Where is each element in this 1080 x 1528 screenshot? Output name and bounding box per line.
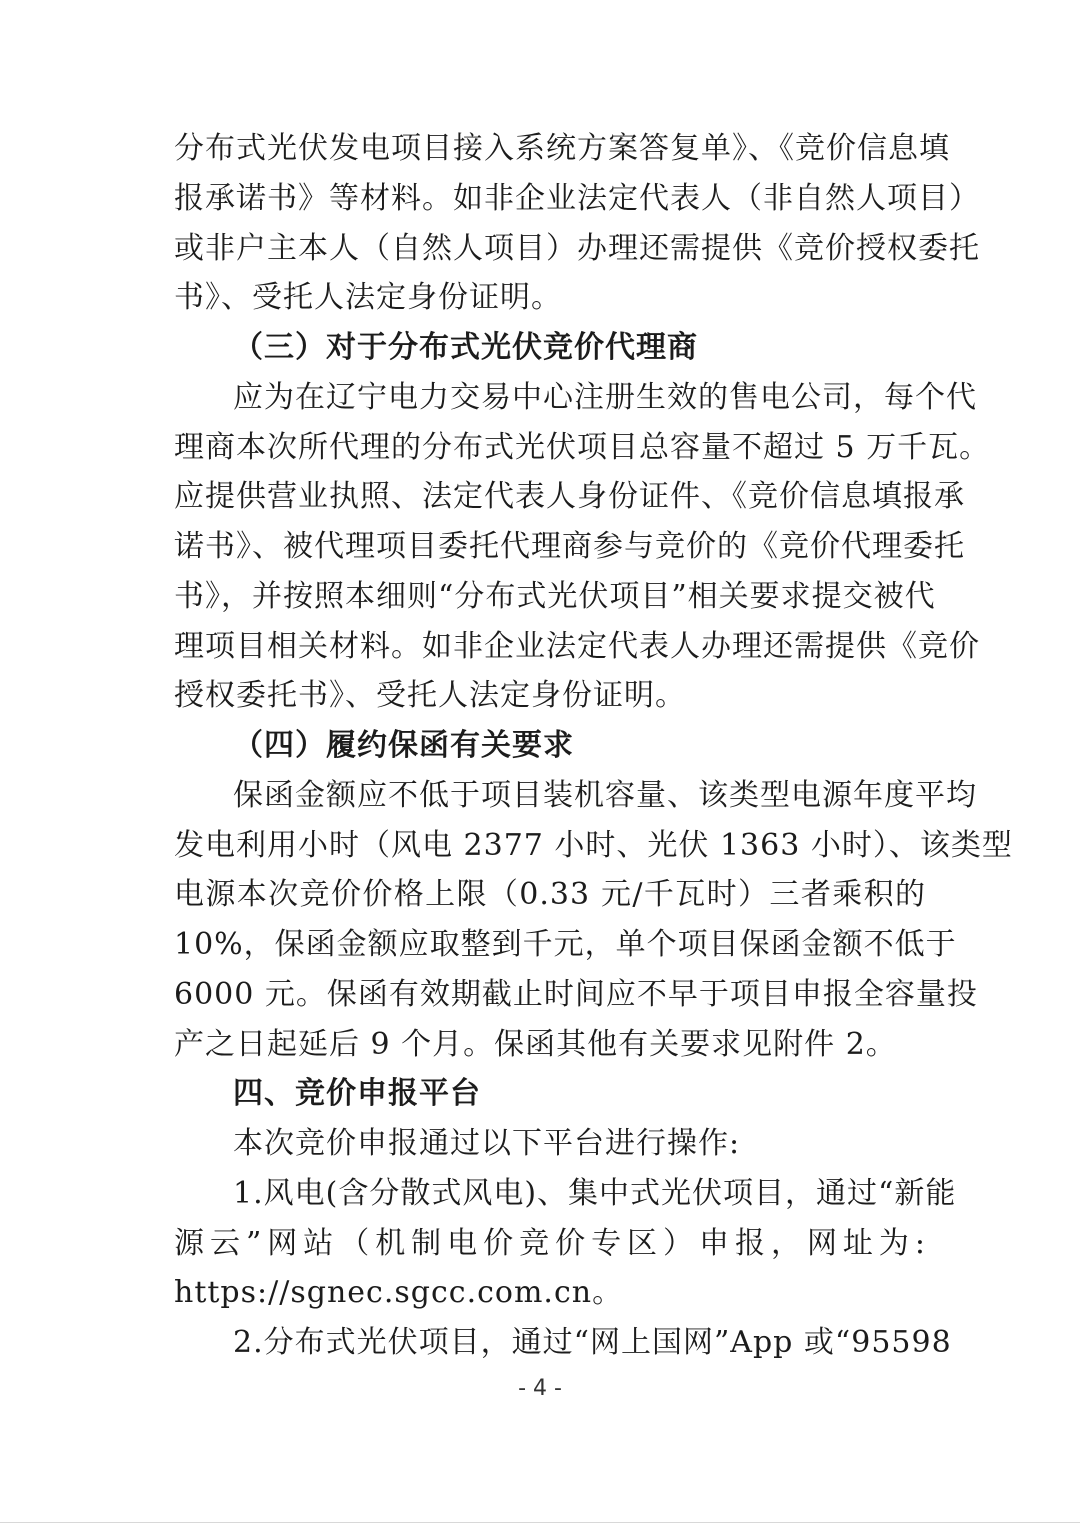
text-line: 电源本次竞价价格上限（0.33 元/千瓦时）三者乘积的	[174, 877, 926, 912]
page-number: - 4 -	[518, 1376, 562, 1401]
text-line: 或非户主本人（自然人项目）办理还需提供《竞价授权委托	[174, 231, 980, 266]
section-heading-agent: （三）对于分布式光伏竞价代理商	[233, 330, 698, 365]
text-line: 书》，并按照本细则“分布式光伏项目”相关要求提交被代	[174, 579, 936, 614]
text-line: 报承诺书》等材料。如非企业法定代表人（非自然人项目）	[174, 181, 980, 216]
text-line: 理项目相关材料。如非企业法定代表人办理还需提供《竞价	[174, 629, 980, 664]
text-line: 理商本次所代理的分布式光伏项目总容量不超过 5 万千瓦。	[174, 430, 991, 465]
text-line: https://sgnec.sgcc.com.cn。	[174, 1275, 624, 1310]
text-line: 发电利用小时（风电 2377 小时、光伏 1363 小时）、该类型	[174, 828, 1013, 863]
text-line: 书》、受托人法定身份证明。	[174, 280, 562, 315]
text-line: 源云”网站（机制电价竞价专区）申报，网址为:	[174, 1226, 926, 1261]
text-line: 诺书》、被代理项目委托代理商参与竞价的《竞价代理委托	[174, 529, 965, 564]
section-heading-platform: 四、竞价申报平台	[233, 1076, 481, 1111]
section-heading-guarantee: （四）履约保函有关要求	[233, 728, 574, 763]
text-line: 分布式光伏发电项目接入系统方案答复单》、《竞价信息填	[174, 131, 950, 166]
text-line: 保函金额应不低于项目装机容量、该类型电源年度平均	[233, 778, 977, 813]
bottom-rule	[0, 1522, 1080, 1523]
text-line: 产之日起延后 9 个月。保函其他有关要求见附件 2。	[174, 1027, 897, 1062]
text-line: 授权委托书》、受托人法定身份证明。	[174, 678, 686, 713]
text-line: 6000 元。保函有效期截止时间应不早于项目申报全容量投	[174, 977, 978, 1012]
text-line: 应提供营业执照、法定代表人身份证件、《竞价信息填报承	[174, 479, 965, 514]
text-line: 10%，保函金额应取整到千元，单个项目保函金额不低于	[174, 927, 957, 962]
text-line: 2.分布式光伏项目，通过“网上国网”App 或“95598	[233, 1325, 952, 1360]
text-line: 应为在辽宁电力交易中心注册生效的售电公司，每个代	[233, 380, 977, 415]
text-line: 本次竞价申报通过以下平台进行操作:	[233, 1126, 741, 1161]
text-line: 1.风电(含分散式风电)、集中式光伏项目，通过“新能	[233, 1176, 957, 1211]
